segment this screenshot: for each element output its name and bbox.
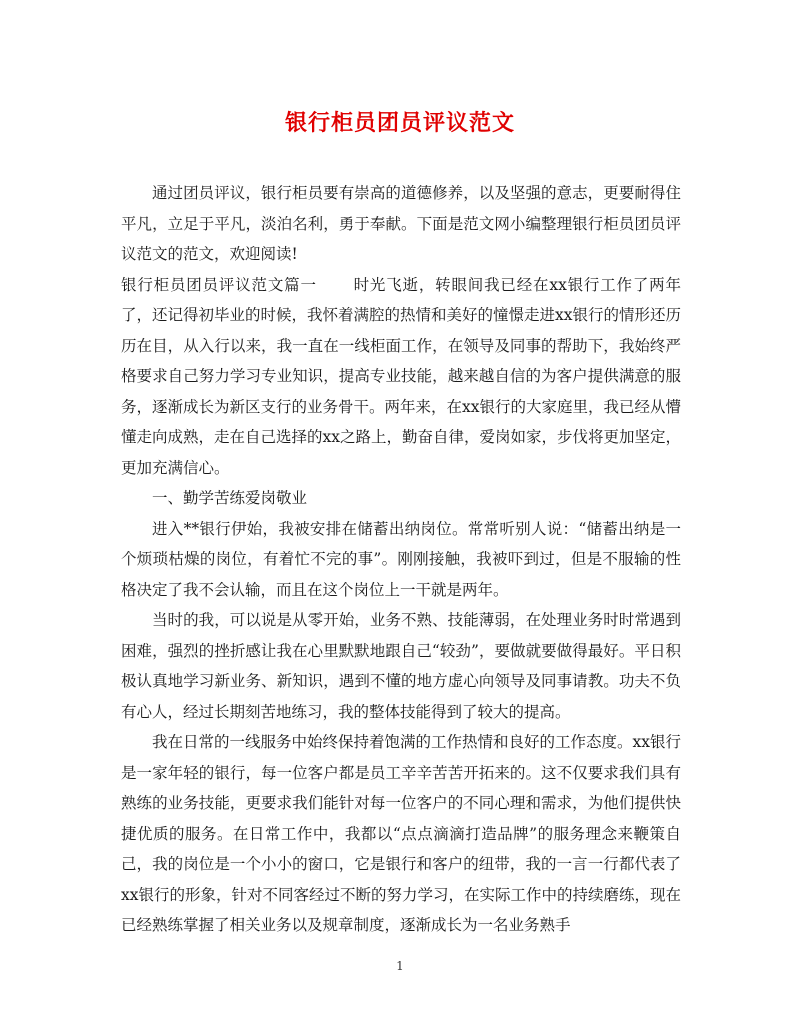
page-number: 1 [396,959,404,973]
body-paragraph-1: 进入**银行伊始，我被安排在储蓄出纳岗位。常常听别人说：“储蓄出纳是一个烦琐枯燥的岗位，有着忙不完的事”。刚刚接触，我被吓到过，但是不服输的性格决定了我不会认输，而且在这个岗位上一干就是两年。 [121,519,681,599]
body-paragraph-2: 当时的我，可以说是从零开始，业务不熟、技能薄弱，在处理业务时时常遇到困难，强烈的挫折感让我在心里默默地跟自己“较劲”，要做就要做得最好。平日积极认真地学习新业务、新知识，遇到不懂的地方虚心向领导及同事请教。功夫不负有心人，经过长期刻苦地练习，我的整体技能得到了较大的提高。 [121,611,681,721]
document-body [121,178,681,941]
body-paragraph-3: 我在日常的一线服务中始终保持着饱满的工作热情和良好的工作态度。xx银行是一家年轻的银行，每一位客户都是员工辛辛苦苦开拓来的。这不仅要求我们具有熟练的业务技能，更要求我们能针对每一位客户的不同心理和需求，为他们提供快捷优质的服务。在日常工作中，我都以“点点滴滴打造品牌”的服务理念来鞭策自己，我的岗位是一个小小的窗口，它是银行和客户的纽带，我的一言一行都代表了xx银行的形象，针对不同客经过不断的努力学习，在实际工作中的持续磨练，现在已经熟练掌握了相关业务以及规章制度，逐渐成长为一名业务熟手 [121,733,681,934]
document-title: 银行柜员团员评议范文 [284,110,515,136]
section-label: 银行柜员团员评议范文篇一 [121,275,317,294]
section-heading: 一、勤学苦练爱岗敬业 [152,489,308,507]
section-paragraph [121,270,681,484]
section-body: 时光飞逝，转眼间我已经在xx银行工作了两年了，还记得初毕业的时候，我怀着满腔的热情和美好的憧憬走进xx银行的情形还历历在目，从入行以来，我一直在一线柜面工作，在领导及同事的帮助下，我始终严格要求自己努力学习专业知识，提高专业技能，越来越自信的为客户提供满意的服务，逐渐成长为新区支行的业务骨干。两年来，在xx银行的大家庭里，我已经从懵懂走向成熟，走在自己选择的xx之路上，勤奋自律，爱岗如家，步伐将更加坚定，更加充满信心。 [121,275,681,477]
intro-paragraph: 通过团员评议，银行柜员要有崇高的道德修养，以及坚强的意志，更要耐得住平凡，立足于平凡，淡泊名利，勇于奉献。下面是范文网小编整理银行柜员团员评议范文的范文，欢迎阅读! [121,184,681,263]
